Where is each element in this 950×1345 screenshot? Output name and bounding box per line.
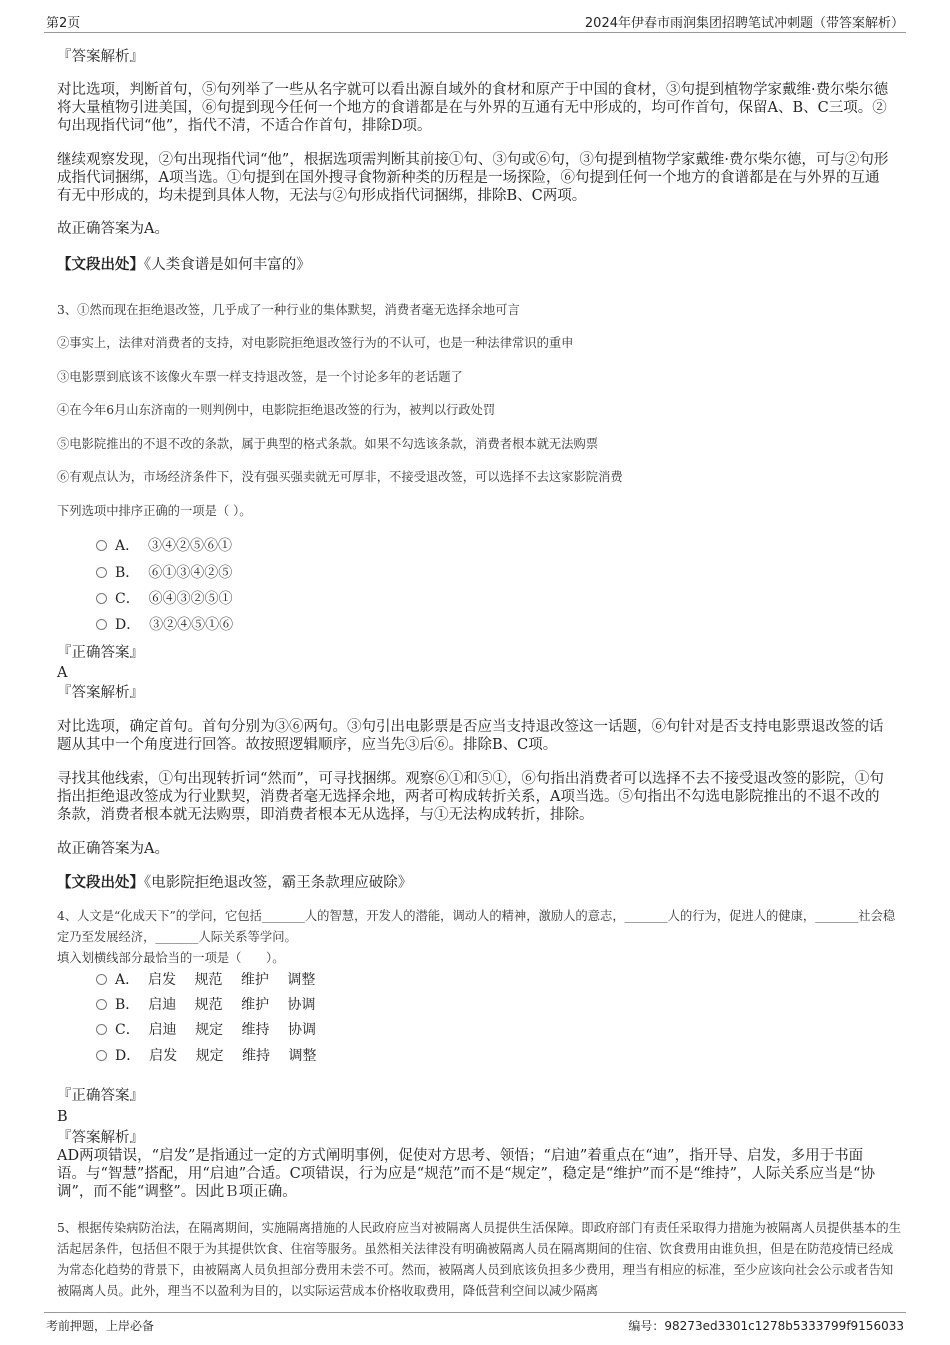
q4-option-c[interactable]: C． 启迪 规定 维持 协调 xyxy=(96,1020,316,1040)
page-header xyxy=(44,10,906,33)
q3-option-c[interactable]: C． ⑥④③②⑤① xyxy=(96,589,233,609)
q2-source xyxy=(57,256,311,274)
footer-slogan: 考前押题，上岸必备 xyxy=(46,1319,155,1333)
source-label: 【文段出处】 xyxy=(57,874,144,891)
radio-icon[interactable] xyxy=(96,567,107,578)
q4-option-b[interactable]: B． 启迪 规范 维护 协调 xyxy=(96,995,316,1015)
q3-source xyxy=(57,874,412,892)
q4-correct-value: B xyxy=(57,1109,68,1125)
q3-analysis-label: 『答案解析』 xyxy=(57,685,144,701)
page-footer xyxy=(44,1312,906,1339)
q3-option-a[interactable]: A． ③④②⑤⑥① xyxy=(96,536,232,556)
q4-option-d[interactable]: D． 启发 规定 维持 调整 xyxy=(96,1046,317,1066)
q4-correct-label: 『正确答案』 xyxy=(57,1088,144,1104)
q4-option-a[interactable]: A． 启发 规范 维护 调整 xyxy=(96,970,315,990)
source-text: 《人类食谱是如何丰富的》 xyxy=(144,257,311,273)
q4-analysis: AD两项错误，“启发”是指通过一定的方式阐明事例，促使对方思考、领悟；“启迪”着重点在“迪”，指开导、启发，多用于书面语。与“智慧”搭配，用“启迪”合适。C项错误，行为应是“规范”而不是“规定”，稳定是“维护”而不是“维持”，人际关系应当是“协调”，而不能“调整”。因此Ｂ项正确。 xyxy=(57,1148,875,1200)
q3-conclusion: 故正确答案为A。 xyxy=(57,841,169,857)
radio-icon[interactable] xyxy=(96,593,107,604)
radio-icon[interactable] xyxy=(96,1024,107,1035)
q2-analysis-para2: 继续观察发现，②句出现指代词“他”，根据选项需判断其前接①句、③句或⑥句，③句提到植物学家戴维·费尔柴尔德，可与②句形成指代词捆绑，A项当选。①句提到在国外搜寻食物新种类的历程是一场探险，⑥句提到任何一个地方的食谱都是在与外界的互通有无中形成的，均未提到具体人物，无法与②句形成指代词捆绑，排除B、C两项。 xyxy=(57,152,889,204)
q3-stem-1: 3、①然而现在拒绝退改签，几乎成了一种行业的集体默契，消费者毫无选择余地可言 xyxy=(57,303,520,317)
q4-stem: 4、人文是“化成天下”的学问，它包括_______人的智慧，开发人的潜能，调动人的精神，激励人的意志，_______人的行为，促进人的健康，_______社会稳定乃至发展经济，_______人际关系等学问。 xyxy=(57,909,896,944)
radio-icon[interactable] xyxy=(96,540,107,551)
q3-stem-3: ③电影票到底该不该像火车票一样支持退改签，是一个讨论多年的老话题了 xyxy=(57,370,463,384)
q2-analysis-label: 『答案解析』 xyxy=(57,49,144,65)
radio-icon[interactable] xyxy=(96,999,107,1010)
q2-analysis-para1: 对比选项，判断首句，⑤句列举了一些从名字就可以看出源自域外的食材和原产于中国的食材，③句提到植物学家戴维·费尔柴尔德将大量植物引进美国，⑥句提到现今任何一个地方的食谱都是在与外界的互通有无中形成的，均可作首句，保留A、B、C三项。②句出现指代词“他”，指代不清，不适合作首句，排除D项。 xyxy=(57,82,889,134)
q4-prompt: 填入划横线部分最恰当的一项是（ ）。 xyxy=(57,951,285,965)
q3-correct-value: A xyxy=(57,665,68,681)
q3-stem-4: ④在今年6月山东济南的一则判例中，电影院拒绝退改签的行为，被判以行政处罚 xyxy=(57,403,496,417)
page-number: 第2页 xyxy=(46,16,81,31)
document-title: 2024年伊春市雨润集团招聘笔试冲刺题（带答案解析） xyxy=(584,16,904,31)
q3-option-d[interactable]: D． ③②④⑤①⑥ xyxy=(96,615,233,635)
q3-stem-5: ⑤电影院推出的不退不改的条款，属于典型的格式条款。如果不勾选该条款，消费者根本就无法购票 xyxy=(57,437,599,451)
q3-option-b[interactable]: B． ⑥①③④②⑤ xyxy=(96,563,232,583)
q2-conclusion: 故正确答案为A。 xyxy=(57,221,169,237)
q4-analysis-label: 『答案解析』 xyxy=(57,1130,144,1146)
q3-stem-6: ⑥有观点认为，市场经济条件下，没有强买强卖就无可厚非，不接受退改签，可以选择不去这家影院消费 xyxy=(57,470,623,484)
document-id: 编号：98273ed3301c1278b5333799f9156033 xyxy=(628,1319,904,1333)
source-text: 《电影院拒绝退改签，霸王条款理应破除》 xyxy=(144,875,413,891)
q5-stem: 5、根据传染病防治法，在隔离期间，实施隔离措施的人民政府应当对被隔离人员提供生活保障。即政府部门有责任采取得力措施为被隔离人员提供基本的生活起居条件，包括但不限于为其提供饮食、住宿等服务。虽然相关法律没有明确被隔离人员在隔离期间的住宿、饮食费用由谁负担，但是在防范疫情已经成为常态化趋势的背景下，由被隔离人员负担部分费用未尝不可。然而，被隔离人员到底该负担多少费用，理当有相应的标准，至少应该向社会公示或者告知被隔离人员。此外，理当不以盈利为目的，以实际运营成本价格收取费用，降低营利空间以减少隔离 xyxy=(57,1221,902,1298)
radio-icon[interactable] xyxy=(96,1050,107,1061)
q3-prompt: 下列选项中排序正确的一项是（ ）。 xyxy=(57,504,252,518)
q3-analysis-para1: 对比选项，确定首句。首句分别为③⑥两句。③句引出电影票是否应当支持退改签这一话题，⑥句针对是否支持电影票退改签的话题从其中一个角度进行回答。故按照逻辑顺序，应当先③后⑥。排除B、C项。 xyxy=(57,719,884,753)
radio-icon[interactable] xyxy=(96,974,107,985)
q3-correct-label: 『正确答案』 xyxy=(57,645,144,661)
q3-stem-2: ②事实上，法律对消费者的支持，对电影院拒绝退改签行为的不认可，也是一种法律常识的重申 xyxy=(57,336,574,350)
radio-icon[interactable] xyxy=(96,619,107,630)
source-label: 【文段出处】 xyxy=(57,256,144,273)
q3-analysis-para2: 寻找其他线索，①句出现转折词“然而”，可寻找捆绑。观察⑥①和⑤①，⑥句指出消费者可以选择不去不接受退改签的影院，①句指出拒绝退改签成为行业默契，消费者毫无选择余地，两者可构成转折关系，A项当选。⑤句指出不勾选电影院推出的不退不改的条款，消费者根本就无法购票，即消费者根本无从选择，与①无法构成转折，排除。 xyxy=(57,771,884,823)
